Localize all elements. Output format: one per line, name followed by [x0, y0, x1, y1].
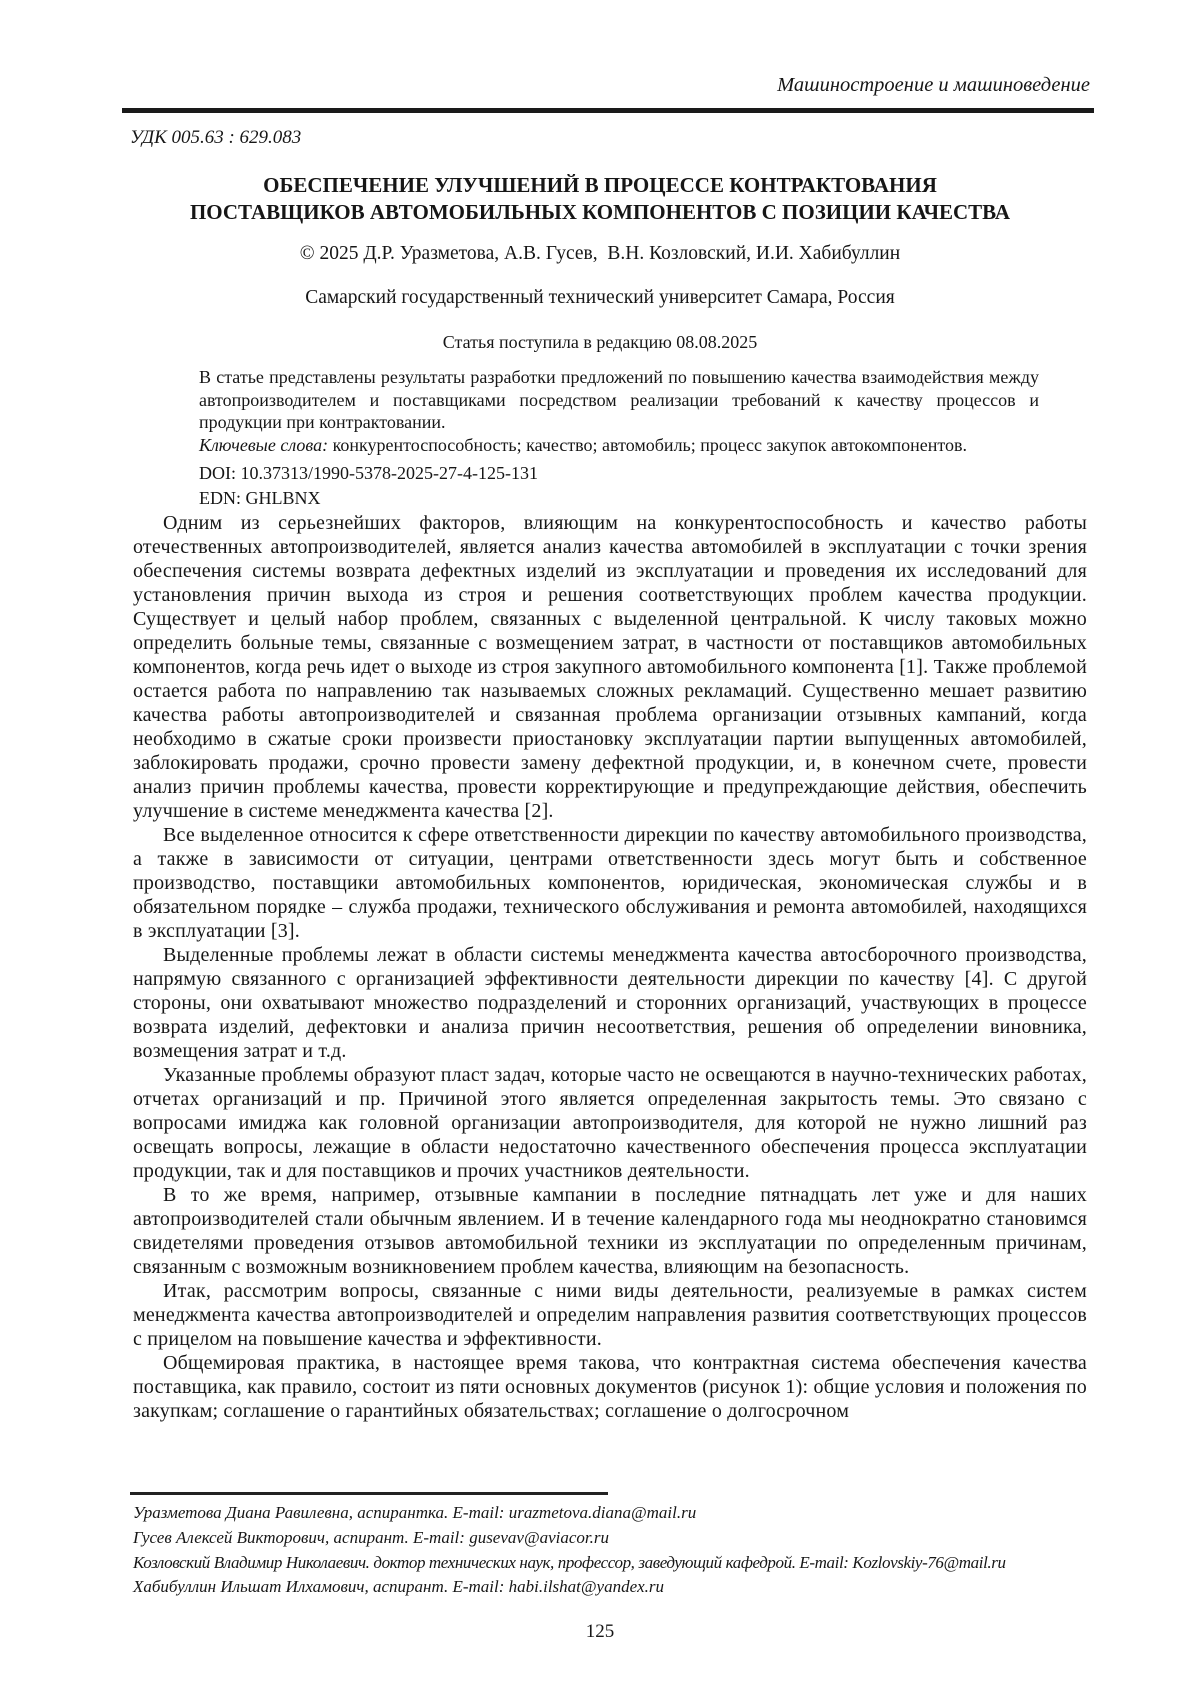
edn-line: EDN: GHLBNX	[199, 487, 321, 508]
footnote-author: Хабибуллин Ильшат Илхамович, аспирант. E-mail: habi.ilshat@yandex.ru	[133, 1577, 665, 1597]
header-divider	[122, 108, 1094, 113]
article-body	[133, 511, 1087, 1489]
footnote-author: Козловский Владимир Николаевич. доктор технических наук, профессор, заведующий кафедрой. E-mail: Kozlovskiy-76@mail.ru	[133, 1552, 1006, 1572]
footnote-author: Уразметова Диана Равилевна, аспирантка. E-mail: urazmetova.diana@mail.ru	[133, 1503, 697, 1522]
abstract	[199, 366, 1039, 509]
body-paragraph: Итак, рассмотрим вопросы, связанные с ними виды деятельности, реализуемые в рамках систем менеджмента качества автопроизводителей и определим направления развития соответствующих процессов с прицелом на повышение качества и эффективности.	[133, 1280, 1087, 1350]
page-number: 125	[585, 1621, 615, 1642]
footnote-divider	[130, 1492, 608, 1495]
abstract-text: В статье представлены результаты разработки предложений по повышению качества взаимодействия между автопроизводителем и поставщиками посредством реализации требований к качеству процессов и продукции при контрактовании.	[199, 367, 1039, 432]
article-title-line2: ПОСТАВЩИКОВ АВТОМОБИЛЬНЫХ КОМПОНЕНТОВ С ПОЗИЦИИ КАЧЕСТВА	[189, 200, 1011, 224]
body-paragraph: Одним из серьезнейших факторов, влияющим на конкурентоспособность и качество работы отечественных автопроизводителей, является анализ качества автомобилей в эксплуатации с точки зрения обеспечения системы возврата дефектных изделий из эксплуатации и проведения их исследований для установления причин выхода из строя и решения соответствующих проблем качества продукции. Существует и целый набор проблем, связанных с выделенной центральной. К числу таковых можно определить больные темы, связанные с возмещением затрат, в частности от поставщиков автомобильных компонентов, когда речь идет о выходе из строя закупного автомобильного компонента [1]. Также проблемой остается работа по направлению так называемых сложных рекламаций. Существенно мешает развитию качества работы автопроизводителей и связанная проблема организации отзывных кампаний, когда необходимо в сжатые сроки произвести приостановку эксплуатации партии выпущенных автомобилей, заблокировать продажи, срочно провести замену дефектной продукции, и, в конечном счете, провести анализ причин проблемы качества, провести корректирующие и предупреждающие действия, обеспечить улучшение в системе менеджмента качества [2].	[133, 512, 1087, 822]
keywords-label: Ключевые слова:	[199, 434, 329, 455]
keywords-line	[199, 434, 1039, 457]
body-paragraph: Указанные проблемы образуют пласт задач, которые часто не освещаются в научно-технических работах, отчетах организаций и пр. Причиной этого является определенная закрытость темы. Это связано с вопросами имиджа как головной организации автопроизводителя, для которой не нужно лишний раз освещать вопросы, лежащие в области недостаточно качественного обеспечения процесса эксплуатации продукции, так и для поставщиков и прочих участников деятельности.	[133, 1064, 1087, 1182]
affiliation: Самарский государственный технический университет Самара, Россия	[305, 287, 895, 308]
article-title-line1: ОБЕСПЕЧЕНИЕ УЛУЧШЕНИЙ В ПРОЦЕССЕ КОНТРАКТОВАНИЯ	[263, 173, 937, 197]
footnote-author: Гусев Алексей Викторович, аспирант. E-mail: gusevav@aviacor.ru	[133, 1527, 609, 1547]
authors-line: © 2025 Д.Р. Уразметова, А.В. Гусев, В.Н. Козловский, И.И. Хабибуллин	[299, 243, 901, 264]
keywords-list: конкурентоспособность; качество; автомобиль; процесс закупок автокомпонентов.	[328, 434, 967, 455]
udc-code: УДК 005.63 : 629.083	[130, 127, 302, 148]
received-date: Статья поступила в редакцию 08.08.2025	[442, 332, 758, 352]
doi-line: DOI: 10.37313/1990-5378-2025-27-4-125-131	[199, 463, 538, 483]
journal-section-header: Машиностроение и машиноведение	[777, 74, 1090, 96]
author-footnotes	[133, 1501, 1090, 1600]
body-paragraph: В то же время, например, отзывные кампании в последние пятнадцать лет уже и для наших автопроизводителей стали обычным явлением. И в течение календарного года мы неоднократно становимся свидетелями проведения отзывов автомобильной техники из эксплуатации по определенным причинам, связанным с возможным возникновением проблем качества, влияющим на безопасность.	[133, 1184, 1087, 1278]
body-paragraph: Все выделенное относится к сфере ответственности дирекции по качеству автомобильного производства, а также в зависимости от ситуации, центрами ответственности здесь могут быть и собственное производство, поставщики автомобильных компонентов, юридическая, экономическая службы и в обязательном порядке – служба продажи, технического обслуживания и ремонта автомобилей, находящихся в эксплуатации [3].	[133, 824, 1087, 942]
body-paragraph: Общемировая практика, в настоящее время такова, что контрактная система обеспечения качества поставщика, как правило, состоит из пяти основных документов (рисунок 1): общие условия и положения по закупкам; соглашение о гарантийных обязательствах; соглашение о долгосрочном	[133, 1352, 1087, 1422]
article-title	[121, 172, 1079, 226]
body-paragraph: Выделенные проблемы лежат в области системы менеджмента качества автосборочного производства, напрямую связанного с организацией эффективности деятельности дирекции по качеству [4]. С другой стороны, они охватывают множество подразделений и сторонних организаций, участвующих в процессе возврата изделий, дефектовки и анализа причин несоответствия, решения об определении виновника, возмещения затрат и т.д.	[133, 944, 1087, 1062]
